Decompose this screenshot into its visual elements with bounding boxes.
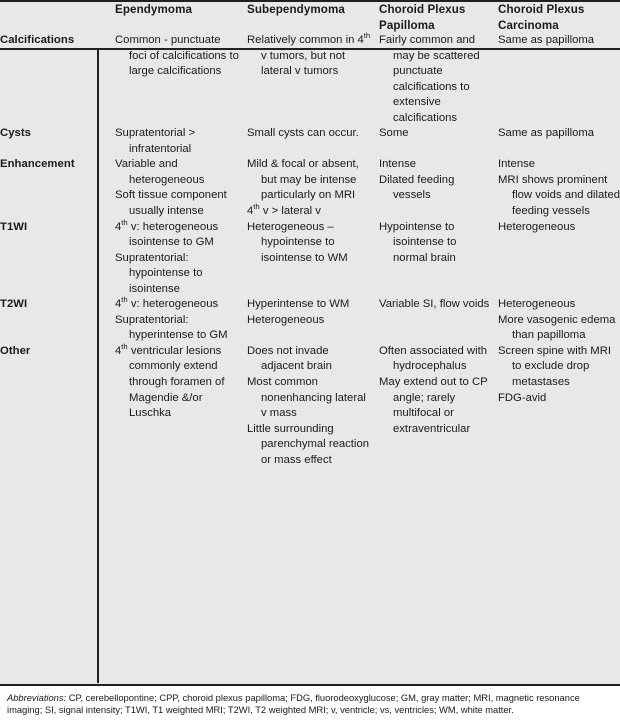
cell-paragraph: 4th v: heterogeneous <box>115 295 219 311</box>
cell-paragraph: Small cysts can occur. <box>247 127 359 140</box>
table-header <box>0 2 620 33</box>
header-cell-subependymoma: Subependymoma <box>247 3 345 16</box>
cell-paragraph: Heterogeneous <box>498 298 576 311</box>
cell-ependymoma <box>106 344 240 468</box>
header-row <box>0 2 620 33</box>
table-row <box>0 220 620 298</box>
cell-cpc <box>490 157 620 219</box>
row-label-calcifications: Calcifications <box>0 34 75 46</box>
cell-paragraph: Screen spine with MRI to exclude drop metastases <box>498 344 612 389</box>
table-row <box>0 126 620 157</box>
cell-paragraph: Same as papilloma <box>498 127 595 140</box>
table-rows-container <box>0 33 620 468</box>
cell-cpc <box>490 126 620 157</box>
table-row <box>0 33 620 126</box>
cell-paragraph: Often associated with hydrocephalus <box>379 344 488 373</box>
cell-paragraph: Relatively common in 4th v tumors, but not lateral v tumors <box>247 31 371 78</box>
cell-paragraph: 4th v > lateral v <box>247 202 321 218</box>
cell-paragraph: Intense <box>379 158 417 171</box>
cell-cpc <box>490 297 620 344</box>
cell-paragraph: Supratentorial: hyperintense to GM <box>115 313 228 342</box>
cell-subependymoma <box>240 220 372 298</box>
table-row <box>0 297 620 344</box>
row-label-other: Other <box>0 344 31 357</box>
row-label-t1wi: T1WI <box>0 220 28 233</box>
cell-cpp <box>372 126 490 157</box>
cell-cpp <box>372 33 490 126</box>
cell-cpc <box>490 33 620 126</box>
cell-paragraph: Heterogeneous <box>247 313 325 326</box>
cell-paragraph: 4th v: heterogeneous isointense to GM <box>115 217 219 249</box>
cell-paragraph: Supratentorial > infratentorial <box>115 127 196 155</box>
row-label-cysts: Cysts <box>0 127 32 140</box>
cell-cpc <box>490 220 620 298</box>
footnote-text: CP, cerebellopontine; CPP, choroid plexus papilloma; FDG, fluorodeoxyglucose; GM, gray matter; MRI, magnetic resonance imaging; SI, signal intensity; T1WI, T1 weighted MRI; T2WI, T2 weighted MRI; v, ventricle; vs, ventricles; WM, white matter. <box>7 692 580 716</box>
table-row <box>0 157 620 219</box>
cell-cpp <box>372 344 490 468</box>
cell-paragraph: Some <box>379 127 409 140</box>
cell-paragraph: Supratentorial: hypointense to isointense <box>115 251 203 295</box>
cell-paragraph: Dilated feeding vessels <box>379 173 455 202</box>
cell-subependymoma <box>240 126 372 157</box>
tumor-comparison-table <box>0 2 620 468</box>
cell-paragraph: FDG-avid <box>498 391 547 404</box>
cell-cpc <box>490 344 620 468</box>
cell-paragraph: Same as papilloma <box>498 34 595 46</box>
cell-paragraph: Most common nonenhancing lateral v mass <box>247 376 366 420</box>
cell-cpp <box>372 297 490 344</box>
cell-subependymoma <box>240 297 372 344</box>
cell-paragraph: Variable and heterogeneous <box>115 158 205 186</box>
cell-paragraph: MRI shows prominent flow voids and dilated feeding vessels <box>498 173 620 218</box>
cell-paragraph: May extend out to CP angle; rarely multifocal or extraventricular <box>379 376 488 435</box>
cell-paragraph: Variable SI, flow voids <box>379 298 490 311</box>
cell-cpp <box>372 157 490 219</box>
cell-ependymoma <box>106 297 240 344</box>
cell-paragraph: Hypointense to isointense to normal brain <box>379 220 457 264</box>
table-bottom-rule <box>0 684 620 686</box>
cell-paragraph: Heterogeneous <box>498 220 576 233</box>
header-cell-choroid-plexus-papilloma: Choroid Plexus Papilloma <box>379 3 466 32</box>
cell-ependymoma <box>106 126 240 157</box>
cell-paragraph: Heterogeneous – hypointense to isointense to WM <box>247 220 348 264</box>
cell-ependymoma <box>106 33 240 126</box>
cell-paragraph: More vasogenic edema than papilloma <box>498 313 616 342</box>
header-cell-ependymoma: Ependymoma <box>115 3 193 16</box>
cell-ependymoma <box>106 217 240 298</box>
cell-paragraph: Does not invade adjacent brain <box>247 344 332 373</box>
header-cell-choroid-plexus-carcinoma: Choroid Plexus Carcinoma <box>498 3 585 32</box>
cell-subependymoma <box>240 344 372 468</box>
cell-ependymoma <box>106 157 240 219</box>
cell-paragraph: 4th ventricular lesions commonly extend through foramen of Magendie &/or Luschka <box>115 342 225 420</box>
row-label-t2wi: T2WI <box>0 298 28 311</box>
cell-subependymoma <box>240 157 372 219</box>
header-cell-blank <box>0 2 106 33</box>
cell-paragraph: Little surrounding parenchymal reaction or mass effect <box>247 422 370 466</box>
cell-paragraph: Intense <box>498 158 536 171</box>
table-row <box>0 344 620 468</box>
footnote-keyword: Abbreviations: <box>7 692 67 703</box>
cell-paragraph: Hyperintense to WM <box>247 298 350 311</box>
cell-subependymoma <box>240 33 372 126</box>
footnote <box>0 686 620 717</box>
cell-cpp <box>372 220 490 298</box>
row-label-enhancement: Enhancement <box>0 158 75 171</box>
cell-paragraph: Mild & focal or absent, but may be intense particularly on MRI <box>247 158 359 202</box>
cell-paragraph: Soft tissue component usually intense <box>115 189 227 218</box>
cell-paragraph: Fairly common and may be scattered punctuate calcifications to extensive calcifications <box>379 34 480 124</box>
cell-paragraph: Common - punctuate foci of calcifications to large calcifications <box>115 34 239 78</box>
